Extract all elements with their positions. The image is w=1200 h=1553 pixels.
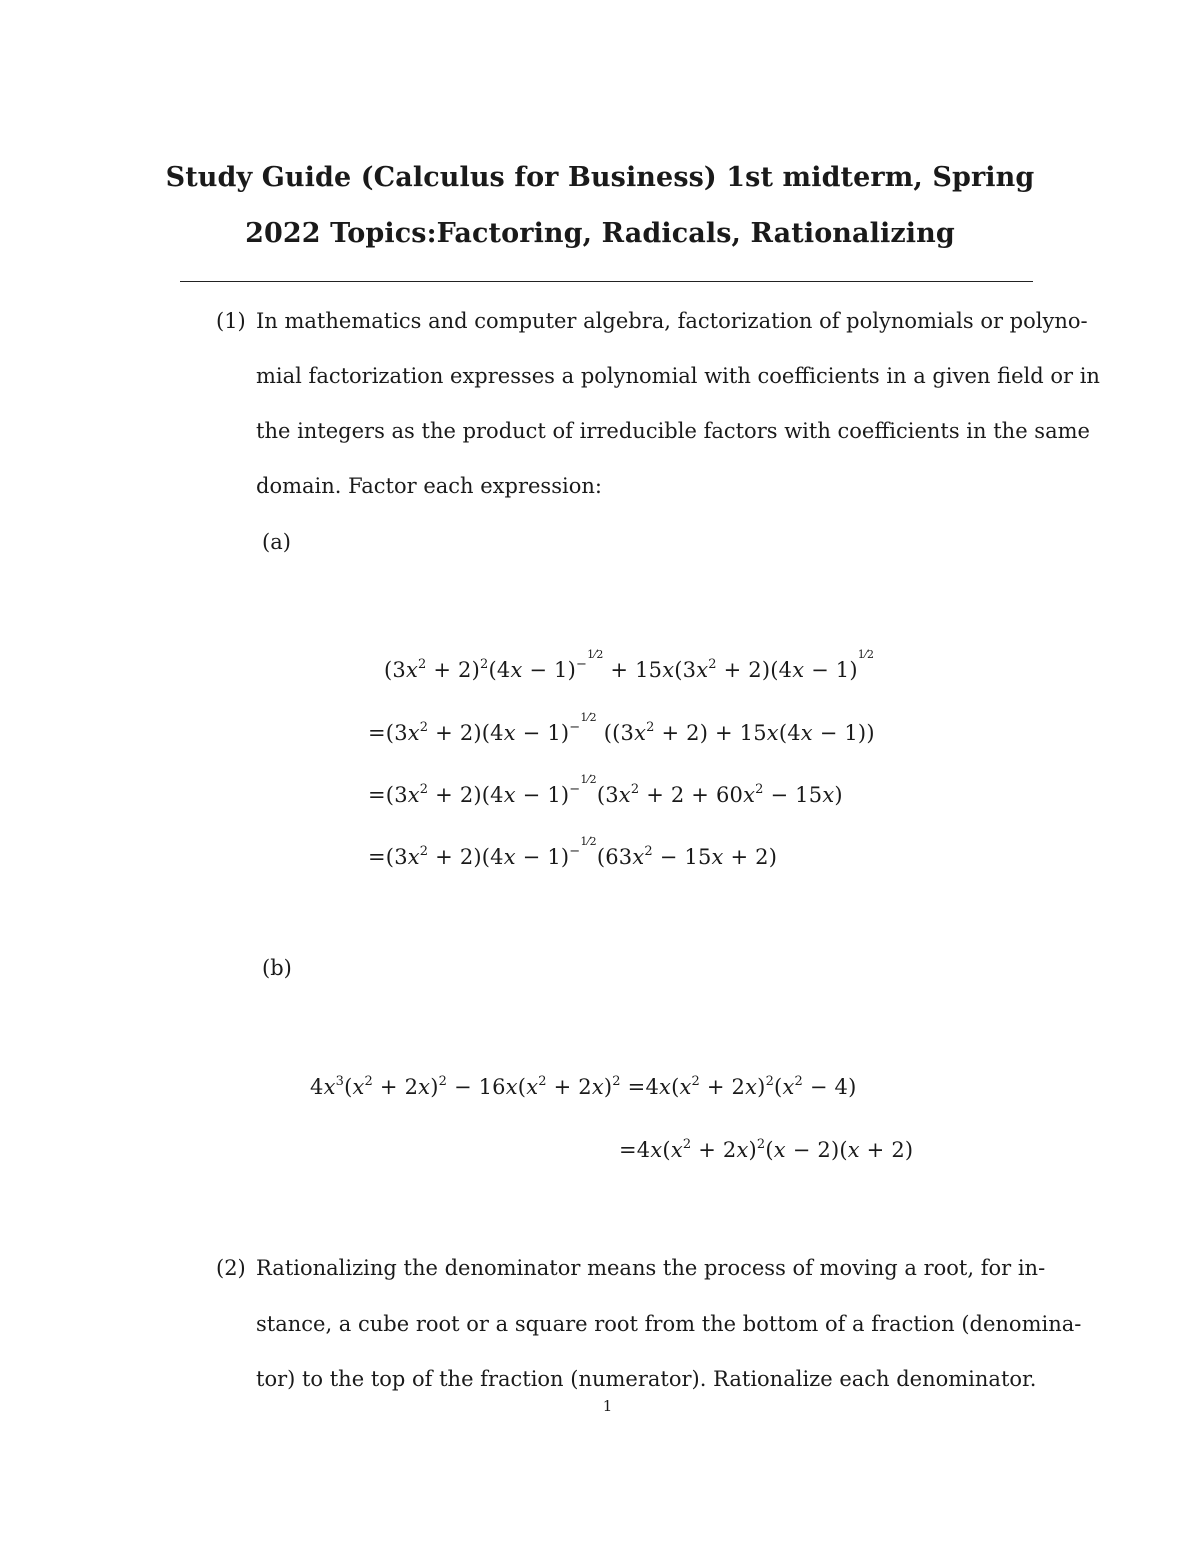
part-a-step-2: $=(3x^2 + 2)(4x - 1)^{-1⁄2}$ $((3x^2 + 2) + 15x(4x - 1))$ <box>368 711 875 745</box>
problem-1-text-line: In mathematics and computer algebra, factorization of polynomials or polyno- <box>256 309 1088 333</box>
page-title-line-2: 2022 Topics:Factoring, Radicals, Rationalizing <box>245 218 955 249</box>
part-a-step-1: $(3x^2 + 2)^2(4x - 1)^{-1⁄2} + 15x(3x^2 + 2)(4x - 1)^{1⁄2}$ <box>384 648 875 682</box>
problem-2-text-line: tor) to the top of the fraction (numerator). Rationalize each denominator. <box>256 1367 1037 1391</box>
problem-1-text-line: domain. Factor each expression: <box>256 474 602 498</box>
page-title-line-1: Study Guide (Calculus for Business) 1st midterm, Spring <box>165 162 1035 193</box>
part-a-step-3: $=(3x^2 + 2)(4x - 1)^{-1⁄2}(3x^2 + 2 + 60x^2 - 15x)$ <box>368 773 843 807</box>
page-number: 1 <box>602 1397 613 1415</box>
problem-1-number: (1) <box>216 309 246 333</box>
problem-1-text-line: the integers as the product of irreducible factors with coefficients in the same <box>256 419 1090 443</box>
part-b-step-1: $4x^3(x^2 + 2x)^2 - 16x(x^2 + 2x)^2 =4x(x^2 + 2x)^2(x^2 - 4)$ <box>310 1074 857 1099</box>
problem-1-part-a-label: (a) <box>262 530 291 554</box>
part-a-step-4: $=(3x^2 + 2)(4x - 1)^{-1⁄2}(63x^2 - 15x + 2)$ <box>368 835 778 869</box>
title-divider <box>180 281 1033 282</box>
problem-1-part-b-label: (b) <box>262 956 292 980</box>
problem-2-number: (2) <box>216 1256 246 1280</box>
problem-1-text-line: mial factorization expresses a polynomial with coefficients in a given field or in <box>256 364 1100 388</box>
problem-2-text-line: Rationalizing the denominator means the process of moving a root, for in- <box>256 1256 1046 1280</box>
problem-2-text-line: stance, a cube root or a square root from the bottom of a fraction (denomina- <box>256 1312 1082 1336</box>
part-b-step-2: $=4x(x^2 + 2x)^2(x - 2)(x + 2)$ <box>619 1137 914 1162</box>
